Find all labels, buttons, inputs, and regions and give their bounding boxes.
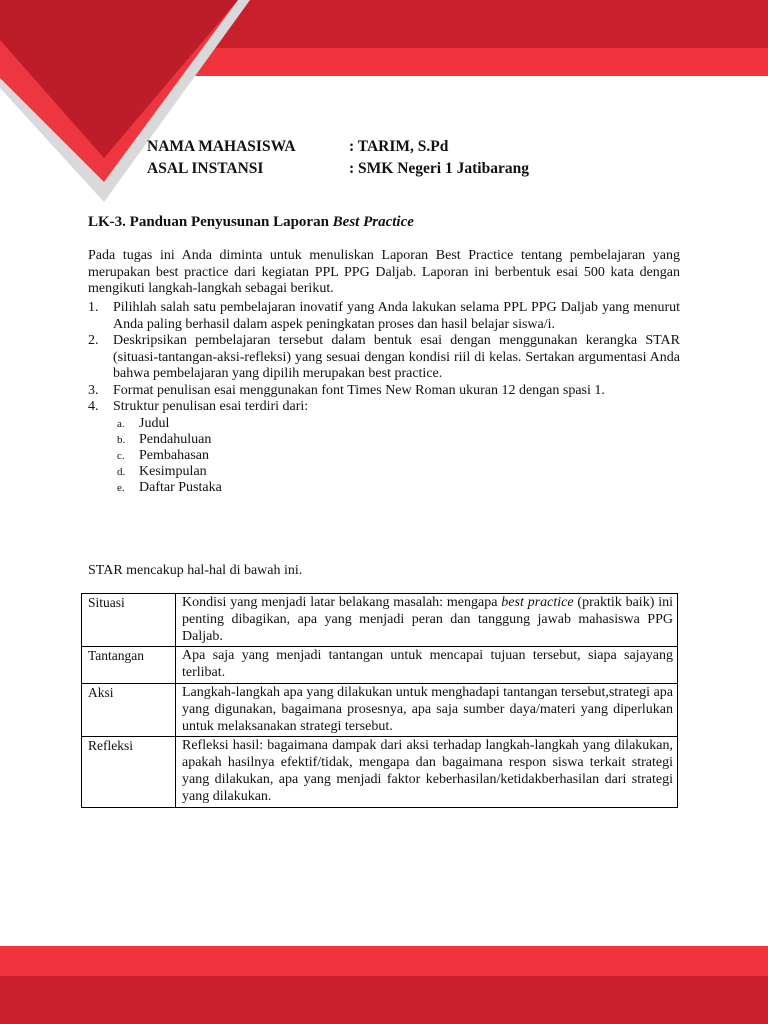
step-item [88,300,680,333]
structure-text: Pendahuluan [139,431,212,447]
row-label: Refleksi [82,737,176,807]
footer-banner [0,946,768,1024]
structure-letter: e. [117,481,125,494]
table-row [82,737,678,807]
structure-item [113,480,680,496]
table-row [82,683,678,736]
step-item [88,333,680,383]
student-name-value: : TARIM, S.Pd [349,138,449,155]
institution-value: : SMK Negeri 1 Jatibarang [349,160,529,177]
structure-text: Judul [139,415,170,431]
identity-row-institution [147,158,529,180]
desc-italic: best practice [501,595,574,610]
step-text: Struktur penulisan esai terdiri dari: [113,399,309,414]
section-title [88,214,414,231]
row-description: Langkah-langkah apa yang dilakukan untuk menghadapi tantangan tersebut,strategi apa yang digunakan, bagaimana prosesnya, apa saja sumber daya/materi yang diperlukan untuk melaksanakan strategi tersebut. [176,683,678,736]
row-label: Aksi [82,683,176,736]
intro-paragraph: Pada tugas ini Anda diminta untuk menuliskan Laporan Best Practice tentang pembelajaran yang merupakan best practice dari kegiatan PPL PPG Daljab. Laporan ini berbentuk esai 500 kata dengan mengikuti langkah-langkah sebagai berikut. [88,248,680,296]
identity-row-name [147,136,529,158]
step-text: Pilihlah salah satu pembelajaran inovatif yang Anda lakukan selama PPL PPG Daljab yang menurut Anda paling berhasil dalam aspek peningkatan proses dan hasil belajar siswa/i. [113,300,680,332]
structure-text: Daftar Pustaka [139,479,222,495]
row-label: Tantangan [82,647,176,684]
section-title-italic: Best Practice [332,214,414,230]
desc-text-post: (praktik baik) ini penting dibagikan, apa yang menjadi peran dan tanggung jawab mahasiswa PPG Daljab. [182,595,673,644]
identity-block [147,136,529,180]
table-row [82,594,678,647]
row-description [176,594,678,647]
banner-triangle-dark [0,0,238,158]
star-intro: STAR mencakup hal-hal di bawah ini. [88,563,303,578]
institution-label: ASAL INSTANSI [147,160,264,177]
student-name-label: NAMA MAHASISWA [147,138,296,155]
step-text-container [113,399,680,496]
steps-list [88,300,680,496]
structure-letter: c. [117,449,125,462]
row-description: Apa saja yang menjadi tantangan untuk mencapai tujuan tersebut, siapa sajayang terlibat. [176,647,678,684]
structure-item [113,432,680,448]
step-number: 1. [88,300,99,315]
structure-letter: b. [117,433,126,446]
step-number: 3. [88,382,99,398]
structure-letter: d. [117,465,126,478]
footer-stripe-dark [0,976,768,1024]
step-text: Format penulisan esai menggunakan font Times New Roman ukuran 12 dengan spasi 1. [113,382,605,398]
table-row [82,647,678,684]
structure-sublist [113,416,680,496]
step-item [88,383,680,400]
structure-item [113,416,680,432]
row-description: Refleksi hasil: bagaimana dampak dari aksi terhadap langkah-langkah yang dilakukan, apakah hasilnya efektif/tidak, mengapa dan bagaimana respon siswa terkait strategi yang dilakukan, apa yang menjadi faktor keberhasilan/ketidakberhasilan dari strategi yang dilakukan. [176,737,678,807]
structure-item [113,448,680,464]
step-text: Deskripsikan pembelajaran tersebut dalam bentuk esai dengan menggunakan kerangka STAR (situasi-tantangan-aksi-refleksi) yang sesuai dengan kondisi riil di kelas. Sertakan argumentasi Anda bahwa pembelajaran yang dipilih merupakan best practice. [113,333,680,381]
step-number: 4. [88,399,99,414]
desc-text: Kondisi yang menjadi latar belakang masalah: mengapa [182,595,502,610]
structure-text: Pembahasan [139,447,209,463]
structure-item [113,464,680,480]
row-label: Situasi [82,594,176,647]
star-table [81,593,678,808]
step-number: 2. [88,333,99,348]
structure-letter: a. [117,417,125,430]
section-title-prefix: LK-3. Panduan Penyusunan Laporan [88,214,333,230]
structure-text: Kesimpulan [139,463,207,479]
footer-stripe-light [0,946,768,976]
step-item [88,399,680,496]
